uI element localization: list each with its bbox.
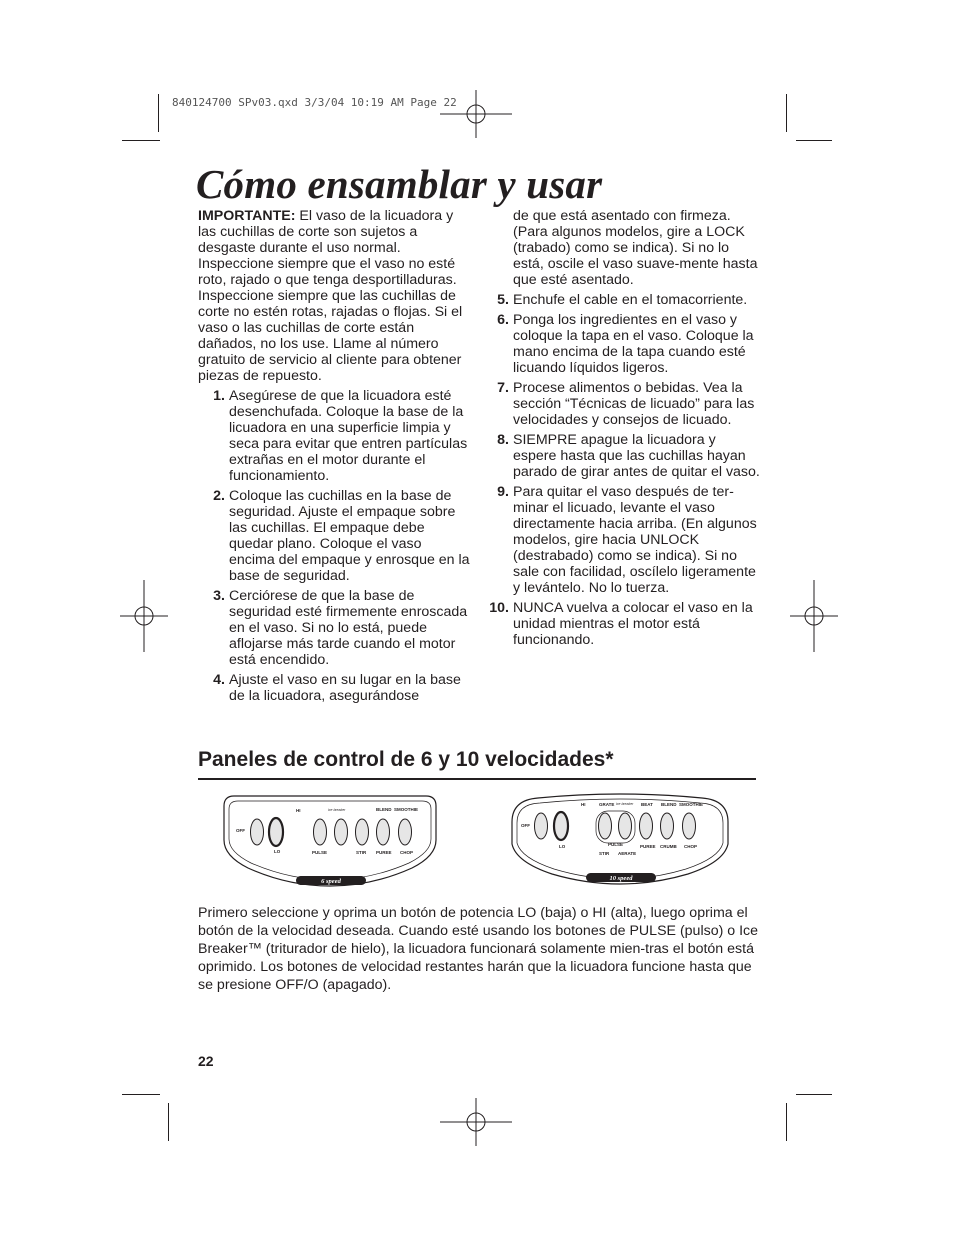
hi-label: HI [296, 808, 301, 813]
aerate-label: AERATE [618, 851, 637, 856]
step-item [198, 488, 470, 584]
control-panel-description: Primero seleccione y oprima un botón de potencia LO (baja) o HI (alta), luego oprima el botón de la velocidad deseada. Cuando esté usando los botones de PULSE (pulso) o Ice Breaker™ (triturador de hielo), la licuadora funcionará solamente mien-tras el botón está oprimido. Los botones de velocidad restantes harán que la licuadora funcione hasta que se presione OFF/O (apagado). [198, 905, 759, 993]
crop-mark [786, 94, 787, 132]
step-item [488, 380, 760, 428]
important-text: El vaso de la licuadora y las cuchillas de corte son sujetos a desgaste durante el uso normal. Inspeccione siempre que el vaso no esté roto, rajado o que tenga desportilladuras. Inspeccione siempre que las cuchillas de corte no estén rotas, rajadas o flojas. Si el vaso o las cuchillas de corte están dañados, no los use. Llame al número gratuito de servicio al cliente para obtener piezas de repuesto. [198, 208, 463, 384]
step-text: Cerciórese de que la base de seguridad esté firmemente enroscada en el vaso. Si no lo está, puede aflojarse más tarde cuando el motor está encendido. [229, 588, 468, 668]
step-text: Asegúrese de que la licuadora esté desenchufada. Coloque la base de la licuadora en una superficie limpia y seca para evitar que entren partículas extrañas en el motor durante el funcionamiento. [229, 388, 468, 484]
page-title: Cómo ensamblar y usar [196, 161, 603, 207]
crop-mark [122, 1094, 160, 1095]
step-text: Para quitar el vaso después de ter-minar el licuado, levante el vaso directamente hacia arriba. (En algunos modelos, gire hacia UNLOCK (destrabado) como se indica). Si no sale con facilidad, oscílelo ligeramente y levántelo. No lo tuerza. [513, 484, 757, 596]
chop-label: CHOP [400, 850, 414, 855]
step-number: 10. [489, 600, 509, 616]
step-item [198, 388, 470, 484]
page-number: 22 [198, 1053, 214, 1069]
registration-mark-bottom [440, 1086, 512, 1158]
puree-label: PUREE [640, 844, 656, 849]
step-number: 2. [213, 488, 225, 504]
six-speed-panel-illustration [222, 794, 438, 890]
step-item [488, 432, 760, 480]
important-label: IMPORTANTE: [198, 208, 296, 224]
registration-mark-right [778, 580, 850, 652]
left-column [198, 208, 470, 708]
step-number: 8. [497, 432, 509, 448]
step-item [198, 588, 470, 668]
blend-label: BLEND [376, 807, 392, 812]
crop-mark [158, 94, 159, 132]
pulse-label: PULSE [312, 850, 328, 855]
registration-mark-top [440, 78, 512, 150]
important-notice [198, 208, 470, 384]
step-text: Enchufe el cable en el tomacorriente. [513, 292, 748, 308]
crumb-label: CRUMB [660, 844, 677, 849]
smoothie-label: SMOOTHIE [679, 802, 704, 807]
chop-label: CHOP [684, 844, 698, 849]
section-title: Paneles de control de 6 y 10 velocidades* [198, 748, 614, 771]
ten-speed-badge-text: 10 speed [609, 875, 633, 882]
step-text: Procese alimentos o bebidas. Vea la sección “Técnicas de licuado” para las velocidades y consejos de licuado. [513, 380, 755, 428]
step-text: NUNCA vuelva a colocar el vaso en la unidad mientras el motor está funcionando. [513, 600, 753, 648]
step-item [488, 292, 760, 308]
step-number: 9. [497, 484, 509, 500]
beat-label: BEAT [641, 802, 653, 807]
six-speed-badge-text: 6 speed [321, 878, 341, 885]
step-item [488, 600, 760, 648]
step-text: Ajuste el vaso en su lugar en la base de la licuadora, asegurándose [229, 672, 461, 704]
ice-breaker-label: ice breaker [328, 808, 346, 812]
step-continuation: de que está asentado con firmeza. (Para algunos modelos, gire a LOCK (trabado) como se indica). Si no lo está, oscile el vaso suave-mente hasta que esté asentado. [513, 208, 758, 288]
lo-label: LO [559, 844, 566, 849]
stir-label: STIR [599, 851, 610, 856]
ice-breaker-label: ice breaker [616, 802, 634, 806]
step-number: 5. [497, 292, 509, 308]
crop-mark [122, 140, 160, 141]
step-text: Ponga los ingredientes en el vaso y coloque la tapa en el vaso. Coloque la mano encima de la tapa cuando esté licuando líquidos ligeros. [513, 312, 754, 376]
step-item [488, 484, 760, 596]
puree-label: PUREE [376, 850, 392, 855]
blend-label: BLEND [661, 802, 677, 807]
step-number: 4. [213, 672, 225, 688]
print-slug: 840124700 SPv03.qxd 3/3/04 10:19 AM Page 22 [172, 96, 457, 109]
stir-label: STIR [356, 850, 367, 855]
step-number: 3. [213, 588, 225, 604]
crop-mark [786, 1103, 787, 1141]
step-text: Coloque las cuchillas en la base de seguridad. Ajuste el empaque sobre las cuchillas. El empaque debe quedar plano. Coloque el vaso encima del empaque y enrosque en la base de seguridad. [229, 488, 470, 584]
smoothie-label: SMOOTHIE [394, 807, 419, 812]
step-number: 1. [213, 388, 225, 404]
hi-label: HI [581, 802, 586, 807]
right-column [488, 208, 760, 652]
step-item [198, 672, 470, 704]
step-item [488, 312, 760, 376]
off-label: OFF [521, 823, 530, 828]
section-rule [198, 778, 756, 780]
pulse-label: PULSE [608, 842, 624, 847]
step-number: 7. [497, 380, 509, 396]
ten-speed-panel-illustration [510, 792, 730, 888]
crop-mark [796, 140, 832, 141]
lo-label: LO [274, 849, 281, 854]
registration-mark-left [108, 580, 180, 652]
step-number: 6. [497, 312, 509, 328]
step-text: SIEMPRE apague la licuadora y espere hasta que las cuchillas hayan parado de girar antes de quitar el vaso. [513, 432, 760, 480]
crop-mark [796, 1094, 832, 1095]
crop-mark [168, 1103, 169, 1141]
grate-label: GRATE [599, 802, 615, 807]
off-label: OFF [236, 828, 245, 833]
